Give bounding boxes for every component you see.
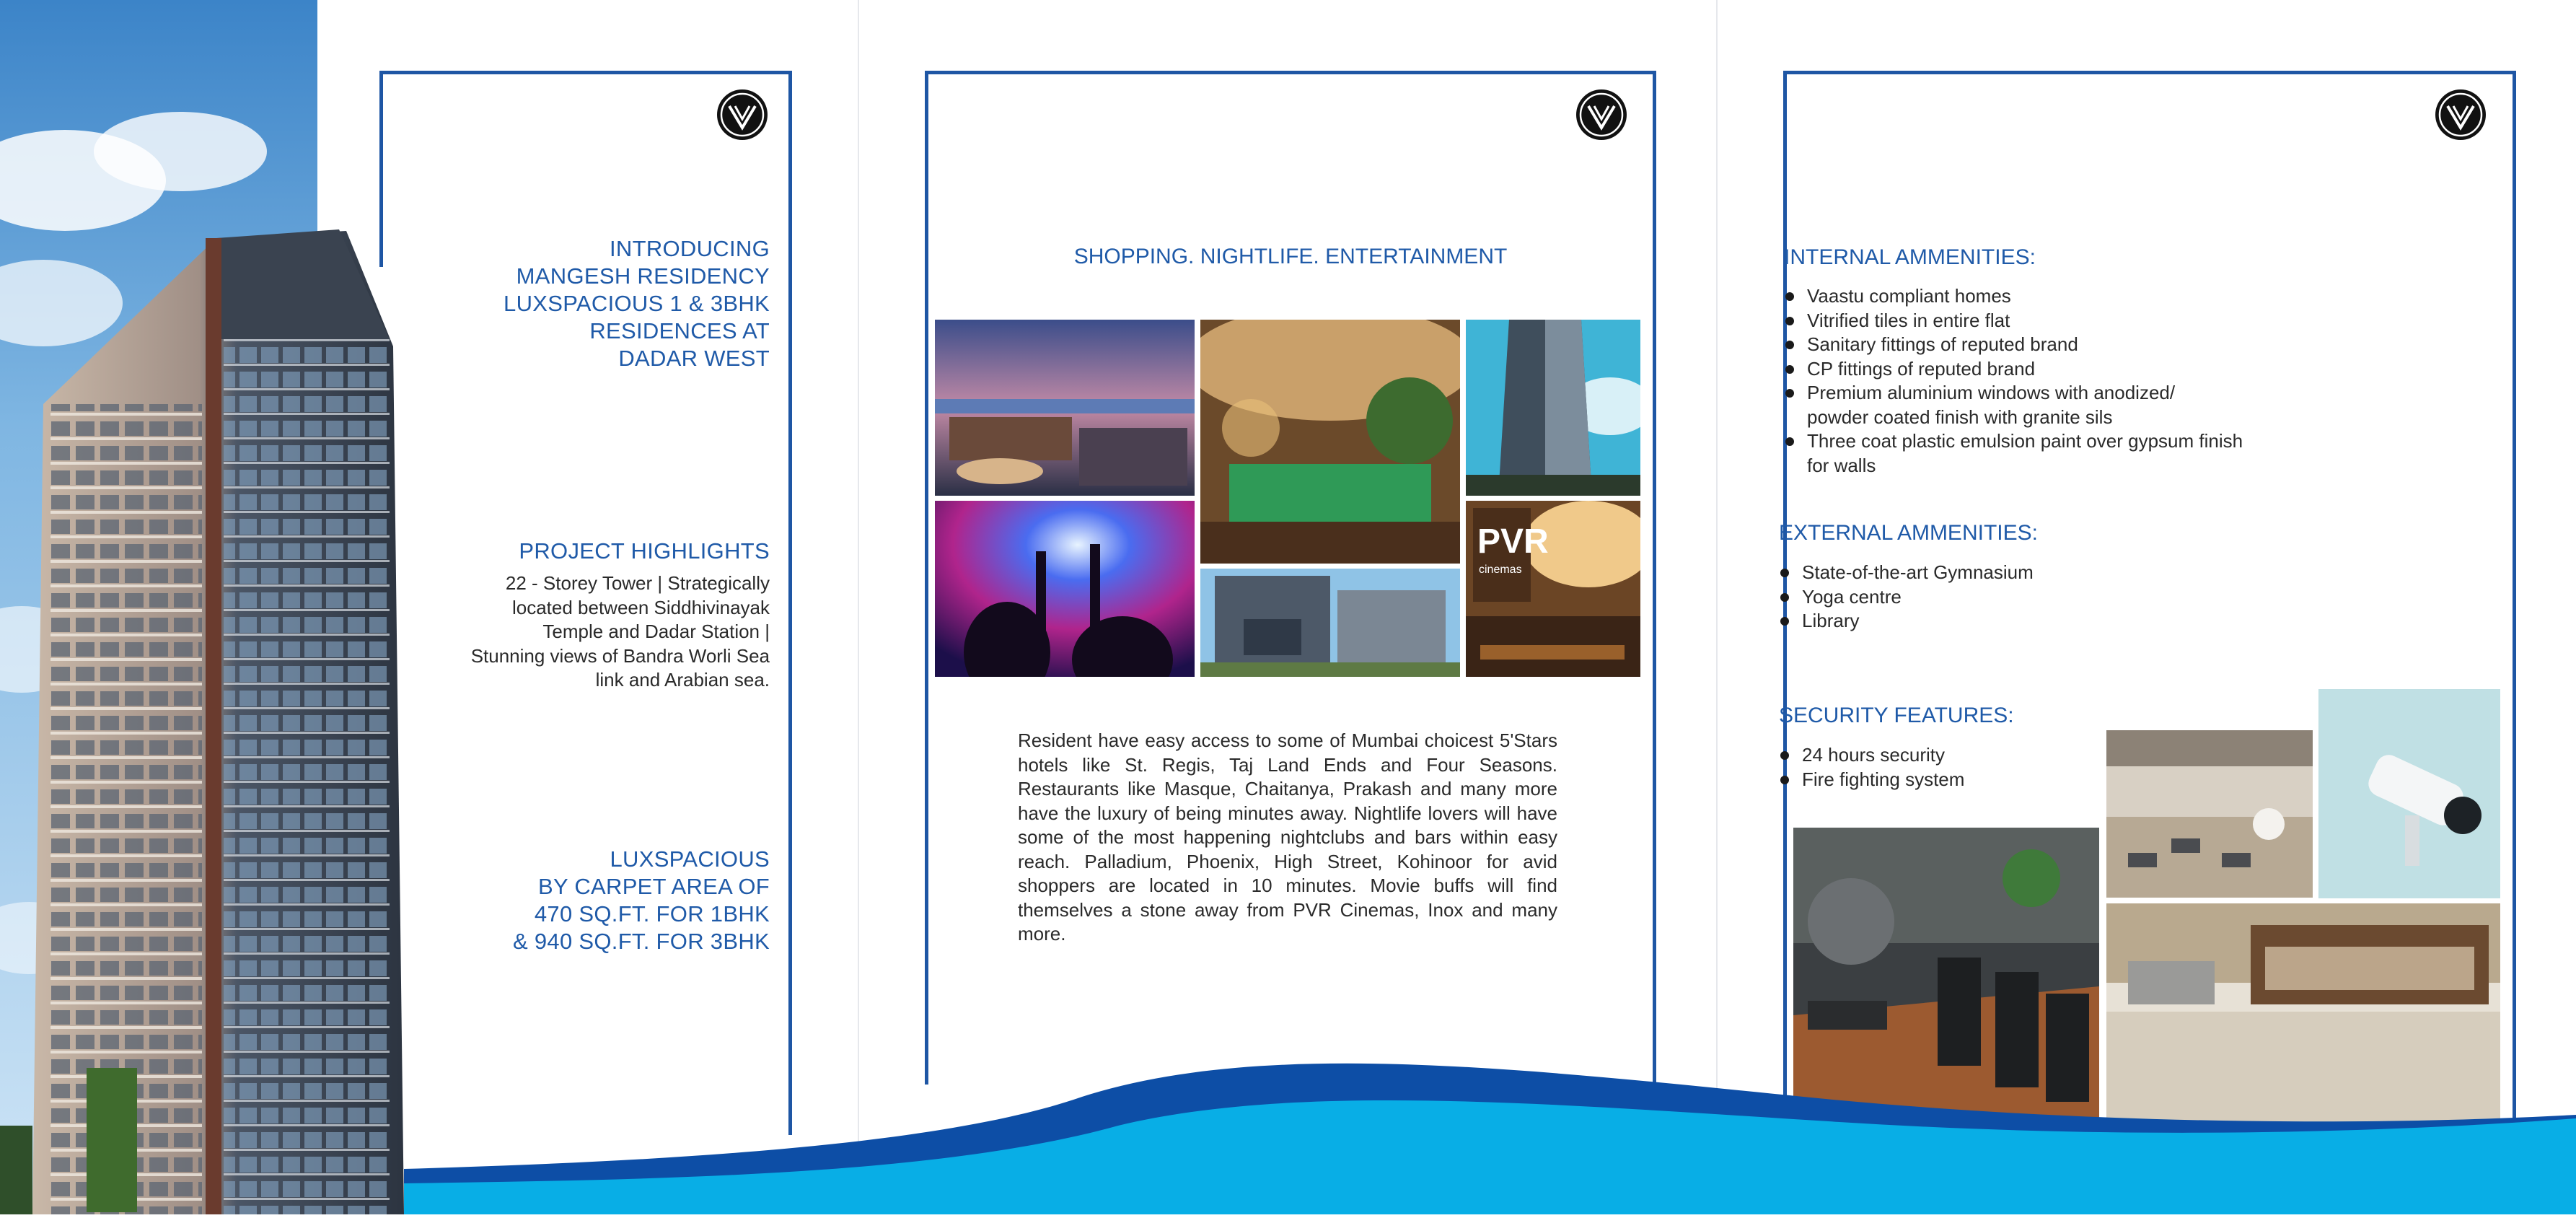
restaurant-interior-photo — [1200, 320, 1460, 564]
middle-paragraph: Resident have easy access to some of Mumbai choicest 5'Stars hotels like St. Regis, Taj Land Ends and Four Seasons. Restaurants like Masque, Chaitanya, Prakash and many more have the luxury of being minutes away. Nightlife lovers will have some of the most happening nightclubs and bars within easy reach. Palladium, Phoenix, High Street, Kohinoor for avid shoppers are located in 10 minutes. Movie buffs will find themselves a stone away from PVR Cinemas, Inox and many more. — [1018, 730, 1557, 945]
intro-line: INTRODUCING — [609, 236, 770, 261]
highlights-line: 22 - Storey Tower | Strategically — [505, 572, 770, 594]
intro-line: RESIDENCES AT — [589, 318, 770, 343]
pvr-cinemas-photo — [1466, 501, 1640, 677]
area-line: BY CARPET AREA OF — [538, 874, 770, 899]
list-item: Yoga centre — [1779, 585, 2140, 610]
carpet-area-heading — [447, 846, 770, 955]
cctv-camera-photo — [2318, 689, 2500, 898]
highlights-text — [418, 571, 770, 693]
list-item: State-of-the-art Gymnasium — [1779, 561, 2140, 585]
intro-heading — [447, 235, 770, 372]
internal-amenities-title: INTERNAL AMMENITIES: — [1784, 245, 2036, 269]
list-item: Vitrified tiles in entire flat — [1784, 309, 2260, 333]
panel-divider — [1716, 0, 1718, 1214]
frame-left-stub — [379, 71, 383, 267]
palladium-mall-photo — [1200, 569, 1460, 677]
external-amenities-title: EXTERNAL AMMENITIES: — [1779, 521, 2038, 545]
middle-title: SHOPPING. NIGHTLIFE. ENTERTAINMENT — [1073, 245, 1508, 268]
nightclub-crowd-photo — [935, 501, 1195, 677]
highlights-line: Temple and Dadar Station | — [542, 621, 770, 642]
list-item: 24 hours security — [1779, 743, 2089, 768]
intro-line: DADAR WEST — [618, 346, 770, 371]
list-item: Fire fighting system — [1779, 768, 2089, 792]
list-item: Three coat plastic emulsion paint over gypsum finish for walls — [1784, 429, 2261, 478]
list-item: Vaastu compliant homes — [1784, 284, 2260, 309]
hotel-tower-photo — [1466, 320, 1640, 496]
pvr-sub-text: cinemas — [1479, 564, 1522, 576]
panel-divider — [858, 0, 859, 1214]
tower-render-image — [0, 0, 433, 1214]
intro-line: LUXSPACIOUS 1 & 3BHK — [504, 291, 770, 316]
area-line: LUXSPACIOUS — [610, 846, 770, 872]
logo-emblem-icon — [716, 89, 768, 141]
logo-emblem-icon — [1575, 89, 1627, 141]
list-item: CP fittings of reputed brand — [1784, 357, 2260, 382]
highlights-line: Stunning views of Bandra Worli Sea — [470, 644, 770, 667]
internal-amenities-list — [1784, 284, 2260, 478]
list-item: Sanitary fittings of reputed brand — [1784, 333, 2260, 357]
intro-line: MANGESH RESIDENCY — [516, 263, 770, 289]
area-line: 470 SQ.FT. FOR 1BHK — [534, 901, 770, 926]
logo-emblem-icon — [2435, 89, 2487, 141]
highlights-line: link and Arabian sea. — [595, 669, 770, 691]
security-features-list — [1779, 743, 2089, 792]
rooftop-bar-photo — [935, 320, 1195, 496]
bottom-wave-decoration — [0, 1039, 2576, 1214]
list-item: Premium aluminium windows with anodized/ powder coated finish with granite sils — [1784, 381, 2233, 429]
security-features-title: SECURITY FEATURES: — [1779, 704, 2014, 727]
external-amenities-list — [1779, 561, 2140, 634]
pvr-sign-text: PVR — [1477, 522, 1549, 561]
area-line: & 940 SQ.FT. FOR 3BHK — [512, 929, 770, 954]
list-item: Library — [1779, 609, 2140, 634]
yoga-room-photo — [2106, 730, 2313, 898]
highlights-line: located between Siddhivinayak — [511, 596, 770, 618]
highlights-title: PROJECT HIGHLIGHTS — [519, 538, 770, 564]
